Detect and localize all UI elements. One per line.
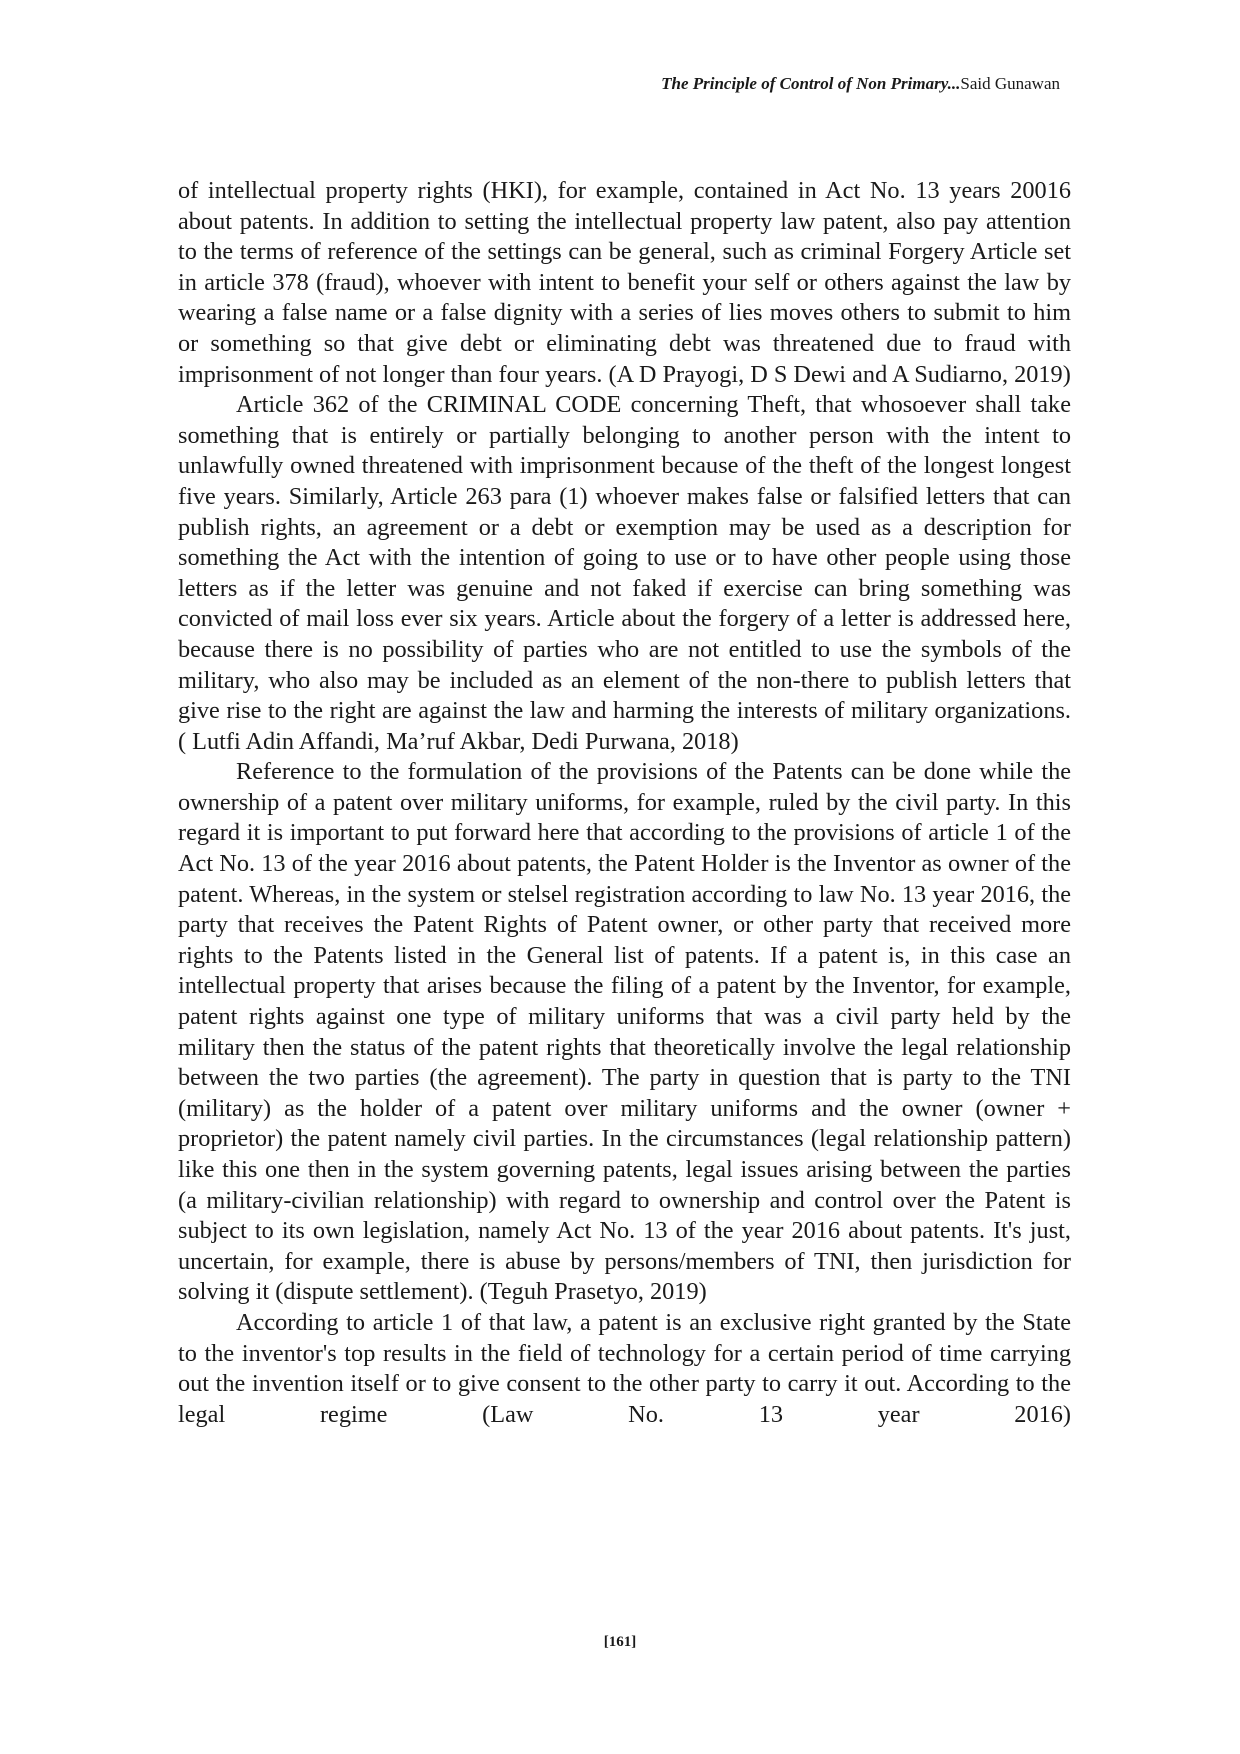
body-text xyxy=(178,176,1071,1430)
paragraph: According to article 1 of that law, a patent is an exclusive right granted by the State to the inventor's top results in the field of technology for a certain period of time carrying out the invention itself or to give consent to the other party to carry it out. According to the legal regime (Law No. 13 year 2016) xyxy=(178,1308,1071,1428)
running-header xyxy=(661,74,1060,94)
page-number: [161] xyxy=(603,1634,637,1650)
running-header-title: The Principle of Control of Non Primary... xyxy=(661,74,961,93)
paragraph: Reference to the formulation of the provisions of the Patents can be done while the ownership of a patent over military uniforms, for example, ruled by the civil party. In this regard it is important to put forward here that according to the provisions of article 1 of the Act No. 13 of the year 2016 about patents, the Patent Holder is the Inventor as owner of the patent. Whereas, in the system or stelsel registration according to law No. 13 year 2016, the party that receives the Patent Rights of Patent owner, or other party that received more rights to the Patents listed in the General list of patents. If a patent is, in this case an intellectual property that arises because the filing of a patent by the Inventor, for example, patent rights against one type of military uniforms that was a civil party held by the military then the status of the patent rights that theoretically involve the legal relationship between the two parties (the agreement). The party in question that is party to the TNI (military) as the holder of a patent over military uniforms and the owner (owner + proprietor) the patent namely civil parties. In the circumstances (legal relationship pattern) like this one then in the system governing patents, legal issues arising between the parties (a military-civilian relationship) with regard to ownership and control over the Patent is subject to its own legislation, namely Act No. 13 of the year 2016 about patents. It's just, uncertain, for example, there is abuse by persons/members of TNI, then jurisdiction for solving it (dispute settlement). (Teguh Prasetyo, 2019) xyxy=(178,758,1071,1306)
running-header-author: Said Gunawan xyxy=(960,74,1060,93)
paragraph: Article 362 of the CRIMINAL CODE concerning Theft, that whosoever shall take something that is entirely or partially belonging to another person with the intent to unlawfully owned threatened with imprisonment because of the theft of the longest longest five years. Similarly, Article 263 para (1) whoever makes false or falsified letters that can publish rights, an agreement or a debt or exemption may be used as a description for something the Act with the intention of going to use or to have other people using those letters as if the letter was genuine and not faked if exercise can bring something was convicted of mail loss ever six years. Article about the forgery of a letter is addressed here, because there is no possibility of parties who are not entitled to use the symbols of the military, who also may be included as an element of the non-there to publish letters that give rise to the right are against the law and harming the interests of military organizations.( Lutfi Adin Affandi, Ma’ruf Akbar, Dedi Purwana, 2018) xyxy=(178,391,1071,755)
paragraph: of intellectual property rights (HKI), for example, contained in Act No. 13 years 20016 about patents. In addition to setting the intellectual property law patent, also pay attention to the terms of reference of the settings can be general, such as criminal Forgery Article set in article 378 (fraud), whoever with intent to benefit your self or others against the law by wearing a false name or a false dignity with a series of lies moves others to submit to him or something so that give debt or eliminating debt was threatened due to fraud with imprisonment of not longer than four years. (A D Prayogi, D S Dewi and A Sudiarno, 2019) xyxy=(178,177,1071,388)
